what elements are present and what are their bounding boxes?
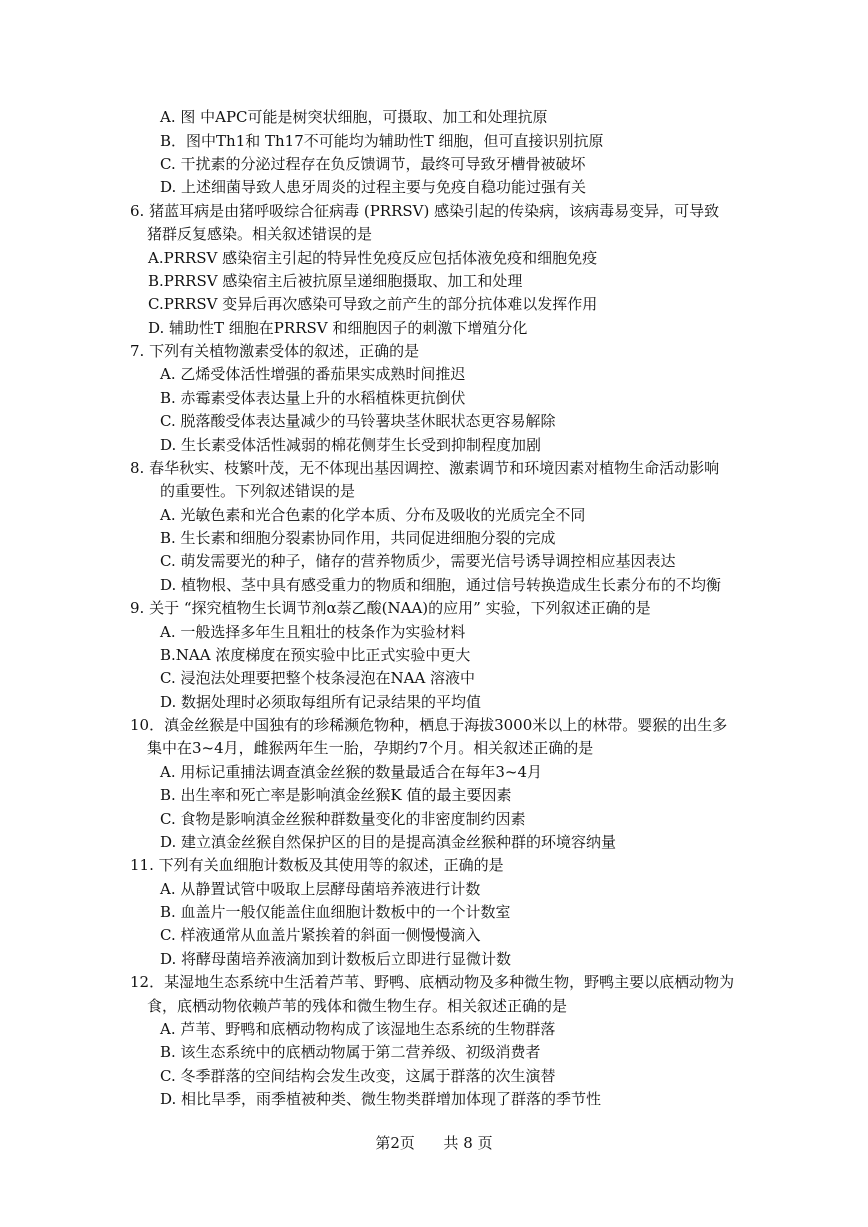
q5-option-b: B．图中Th1和 Th17不可能均为辅助性T 细胞，但可直接识别抗原: [160, 132, 604, 150]
q10-stem-line1: 10．滇金丝猴是中国独有的珍稀濒危物种，栖息于海拔3000米以上的林带。婴猴的出生多: [130, 716, 728, 734]
q8-option-a: A. 光敏色素和光合色素的化学本质、分布及吸收的光质完全不同: [160, 506, 586, 524]
q11-option-c: C. 样液通常从血盖片紧挨着的斜面一侧慢慢滴入: [160, 926, 481, 944]
q8-option-b: B. 生长素和细胞分裂素协同作用，共同促进细胞分裂的完成: [160, 529, 556, 547]
q12-option-a: A. 芦苇、野鸭和底栖动物构成了该湿地生态系统的生物群落: [160, 1020, 556, 1038]
q7-option-a: A. 乙烯受体活性增强的番茄果实成熟时间推迟: [160, 365, 466, 383]
q6-stem-line2: 猪群反复感染。相关叙述错误的是: [147, 225, 373, 243]
q10-option-c: C. 食物是影响滇金丝猴种群数量变化的非密度制约因素: [160, 810, 526, 828]
q9-option-a: A. 一般选择多年生且粗壮的枝条作为实验材料: [160, 623, 466, 641]
q7-option-b: B. 赤霉素受体表达量上升的水稻植株更抗倒伏: [160, 389, 466, 407]
q12-stem-line1: 12．某湿地生态系统中生活着芦苇、野鸭、底栖动物及多种微生物，野鸭主要以底栖动物为: [130, 973, 735, 991]
q11-stem: 11. 下列有关血细胞计数板及其使用等的叙述，正确的是: [130, 856, 504, 874]
q7-option-d: D. 生长素受体活性减弱的棉花侧芽生长受到抑制程度加剧: [160, 436, 542, 454]
q5-option-c: C. 干扰素的分泌过程存在负反馈调节，最终可导致牙槽骨被破坏: [160, 155, 586, 173]
q9-option-c: C. 浸泡法处理要把整个枝条浸泡在NAA 溶液中: [160, 669, 476, 687]
q6-option-c: C.PRRSV 变异后再次感染可导致之前产生的部分抗体难以发挥作用: [148, 295, 598, 313]
q8-stem-line1: 8. 春华秋实、枝繁叶茂，无不体现出基因调控、激素调节和环境因素对植物生命活动影响: [130, 459, 720, 477]
q7-stem: 7. 下列有关植物激素受体的叙述，正确的是: [130, 342, 420, 360]
q12-option-d: D. 相比旱季，雨季植被种类、微生物类群增加体现了群落的季节性: [160, 1090, 602, 1108]
page-footer: 第2页 共 8 页: [375, 1134, 493, 1152]
q10-stem-line2: 集中在3~4月，雌猴两年生一胎，孕期约7个月。相关叙述正确的是: [147, 739, 594, 757]
q7-option-c: C. 脱落酸受体表达量减少的马铃薯块茎休眠状态更容易解除: [160, 412, 556, 430]
q11-option-d: D. 将酵母菌培养液滴加到计数板后立即进行显微计数: [160, 950, 512, 968]
q5-option-d: D. 上述细菌导致人患牙周炎的过程主要与免疫自稳功能过强有关: [160, 178, 587, 196]
q11-option-a: A. 从静置试管中吸取上层酵母菌培养液进行计数: [160, 880, 481, 898]
q8-option-d: D. 植物根、茎中具有感受重力的物质和细胞，通过信号转换造成生长素分布的不均衡: [160, 576, 722, 594]
q10-option-a: A. 用标记重捕法调查滇金丝猴的数量最适合在每年3~4月: [160, 763, 543, 781]
q6-option-a: A.PRRSV 感染宿主引起的特异性免疫反应包括体液免疫和细胞免疫: [148, 249, 598, 267]
q9-option-b: B.NAA 浓度梯度在预实验中比正式实验中更大: [160, 646, 471, 664]
q12-option-b: B. 该生态系统中的底栖动物属于第二营养级、初级消费者: [160, 1043, 541, 1061]
q10-option-d: D. 建立滇金丝猴自然保护区的目的是提高滇金丝猴种群的环境容纳量: [160, 833, 617, 851]
q10-option-b: B. 出生率和死亡率是影响滇金丝猴K 值的最主要因素: [160, 786, 512, 804]
q12-option-c: C. 冬季群落的空间结构会发生改变，这属于群落的次生演替: [160, 1067, 556, 1085]
q9-option-d: D. 数据处理时必须取每组所有记录结果的平均值: [160, 693, 482, 711]
q6-option-d: D. 辅助性T 细胞在PRRSV 和细胞因子的刺激下增殖分化: [148, 319, 528, 337]
q9-stem: 9. 关于 “探究植物生长调节剂α萘乙酸(NAA)的应用” 实验，下列叙述正确的是: [130, 599, 651, 617]
q12-stem-line2: 食，底栖动物依赖芦苇的残体和微生物生存。相关叙述正确的是: [147, 997, 568, 1015]
q8-option-c: C. 萌发需要光的种子，储存的营养物质少，需要光信号诱导调控相应基因表达: [160, 552, 676, 570]
q6-stem-line1: 6. 猪蓝耳病是由猪呼吸综合征病毒 (PRRSV) 感染引起的传染病，该病毒易变异，可导致: [130, 202, 720, 220]
q5-option-a: A. 图 中APC可能是树突状细胞，可摄取、加工和处理抗原: [160, 108, 548, 126]
q8-stem-line2: 的重要性。下列叙述错误的是: [160, 482, 356, 500]
q6-option-b: B.PRRSV 感染宿主后被抗原呈递细胞摄取、加工和处理: [148, 272, 523, 290]
q11-option-b: B. 血盖片一般仅能盖住血细胞计数板中的一个计数室: [160, 903, 511, 921]
